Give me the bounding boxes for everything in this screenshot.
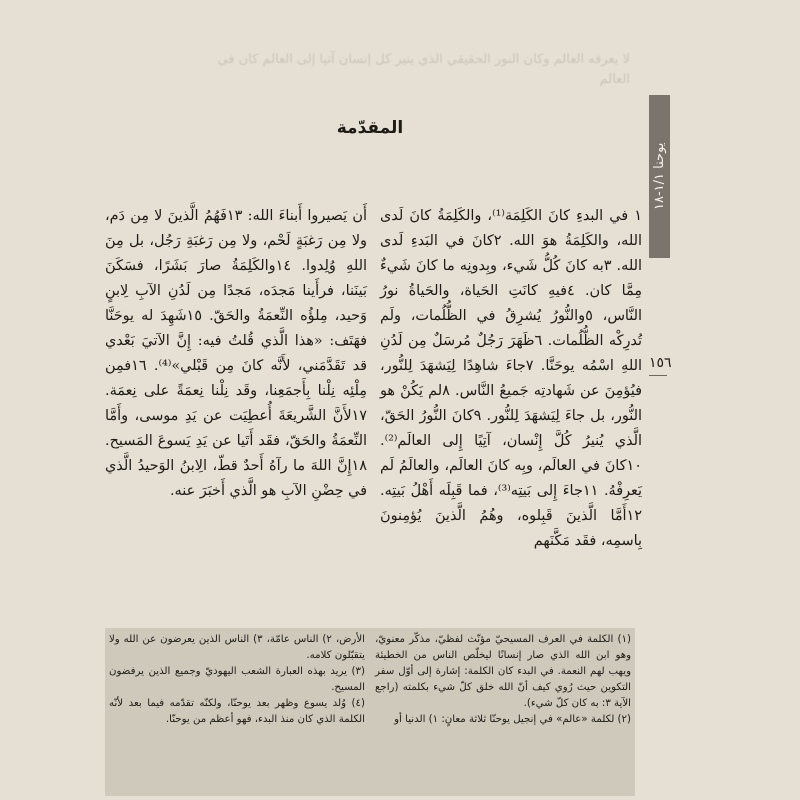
footnote-1: (١) الكلمة في العرف المسيحيّ مؤنّث لفظيّ، مذكّر معنويّ، وهو ابن الله الذي صار إنسانًا ليخلّص الناس من الخطيئة ويهب لهم النعمة. في البدء كان الكلمة: إشارة إلى أوّل سفر التكوين حيث رُوي كيف أنّ الله خلق كلّ شيء بكلمته (راجع الآية ٣: به كان كلّ شيء). [375, 634, 631, 709]
page-title: المقدّمة [336, 118, 404, 138]
bleed-through-text: لا يعرفه العالم وكان النور الحقيقي الذي ينير كل إنسان آتيا إلى العالم كان في العالم [217, 52, 630, 87]
footnote-4: (٤) وُلد يسوع وظهر بعد يوحنّا، ولكنّه تقدّمه فيما بعد لأنّه الكلمة الذي كان منذ البدء، فهو أعظم من يوحنّا. [109, 698, 365, 725]
footnotes-column-right [375, 632, 631, 728]
footnote-2: (٢) لكلمة «عالم» في إنجيل يوحنّا ثلاثة معانٍ: ١) الدنيا أو [394, 714, 631, 725]
footnotes-box [105, 628, 635, 796]
footnote-3: (٣) يريد بهذه العبارة الشعب اليهوديّ وجميع الذين يرفضون المسيح. [109, 666, 365, 693]
chapter-reference: يوحنا ١/١-١٨ [652, 142, 667, 211]
chapter-side-tab [649, 95, 670, 258]
footnote-2-continued: الأرض، ٢) الناس عامّة، ٣) الناس الذين يعرضون عن الله ولا يتقبّلون كلامه. [109, 634, 365, 661]
verses-12-18: أَن يَصيروا أَبناءَ الله: ١٣فَهُمُ الَّذينَ لا مِن دَم، ولا مِن رَغبَةٍ لَحْم، ولا مِن رَغبَةِ رَجُل، بل مِنَ اللهِ وُلِدوا. ١٤والكَلِمَةُ صارَ بَشَرًا، فسَكَنَ بَينَنا، فرأَينا مَجدَه، مَجدًا مِن لَدُنِ الآبِ لِابنٍ وَحيد، مِلؤُه النِّعمَةُ والحَقّ. ١٥شَهِدَ له يوحَنَّا فهَتَف: «هذا الَّذي قُلتُ فيه: إِنَّ الآتيَ بَعْدي قد تَقَدَّمَني، لأَنَّه كانَ مِن قَبْلي»⁽⁴⁾. ١٦فمِن مِلْئِه نِلْنا بِأَجمَعِنا، وقَد نِلْنا نِعمَةً على نِعمَة. ١٧لأَنَّ الشَّريعَةَ أُعطِيَت عن يَدِ موسى، وأَمَّا النِّعمَةُ والحَقّ، فقَد أَتَيا عن يَدِ يَسوعَ المَسيح. ١٨إِنَّ اللهَ ما رآهُ أَحدٌ قطّ، الِابنُ الوَحيدُ الَّذي في حِضْنِ الآبِ هو الَّذي أَخبَرَ عنه. [105, 208, 368, 499]
verses-1-12: ١ في البدءِ كانَ الكَلِمَة⁽¹⁾، والكَلِمَةُ كانَ لَدى الله، والكَلِمَةُ هوَ الله. ٢كانَ في البَدءِ لَدى الله. ٣به كانَ كُلُّ شَيء، وبِدونِه ما كانَ شَيءٌ مِمَّا كان. ٤فيهِ كانَتِ الحَياة، والحَياةُ نورُ النَّاس، ٥والنُّورُ يُشرِقُ في الظُّلُمات، ولَم تُدرِكْه الظُّلُمات. ٦ظَهَرَ رَجُلٌ مُرسَلٌ مِن لَدُنِ اللهِ اسْمُه يوحَنَّا. ٧جاءَ شاهِدًا لِيَشهَدَ لِلنُّور، فيُؤمِنَ عن شَهادتِه جَميعُ النَّاس. ٨لم يَكُنْ هو النُّور، بل جاءَ لِيَشهَدَ لِلنُّور. ٩كانَ النُّورُ الحَقّ، الَّذي يُنيرُ كُلَّ إِنْسان، آتِيًا إِلى العالَم⁽²⁾. ١٠كانَ في العالَم، وبِه كانَ العالَم، والعالَمُ لَم يَعرِفْهُ. ١١جاءَ إِلى بَيتِه⁽³⁾، فما قَبِلَه أَهْلُ بَيتِه. ١٢أَمَّا الَّذينَ قَبِلوه، وهُمُ الَّذينَ يُؤمِنونَ بِاسمِه، فقَد مَكَّنَهم [380, 208, 643, 549]
footnotes-column-left [109, 632, 365, 728]
text-column-left [105, 204, 367, 504]
text-column-right [380, 204, 642, 554]
page-number-rule [649, 375, 667, 376]
page-number: ١٥٦ [649, 355, 672, 371]
